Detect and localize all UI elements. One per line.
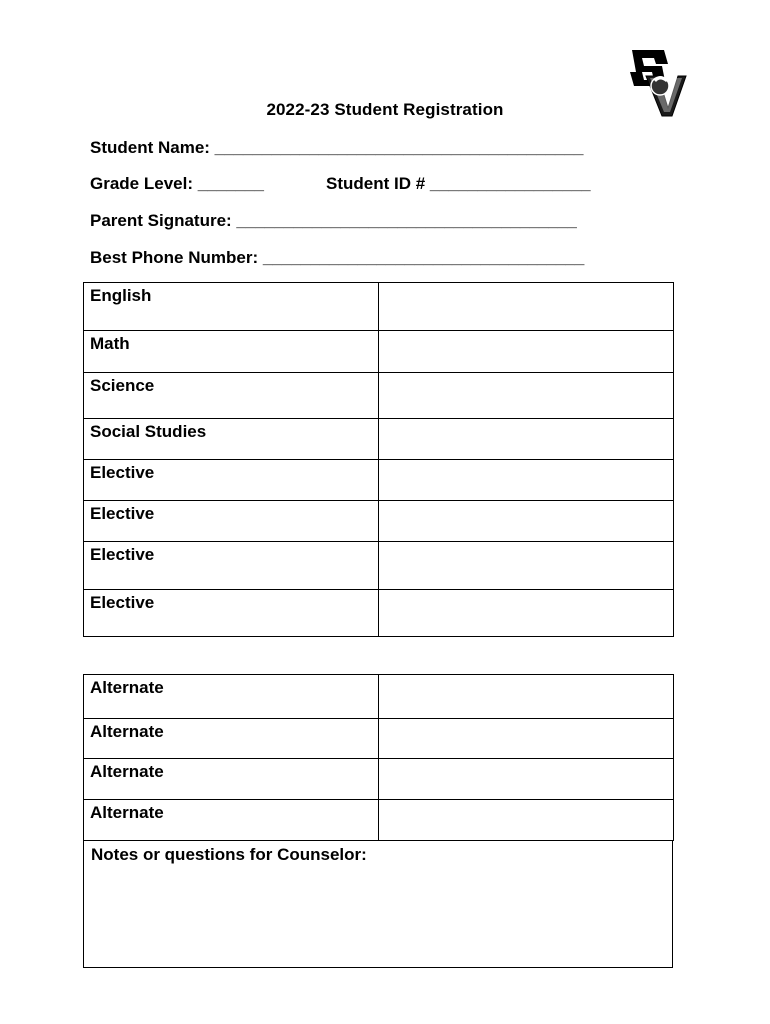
form-title: 2022-23 Student Registration (266, 100, 504, 119)
student-name-field[interactable]: Student Name: _______________________________________ (90, 138, 584, 157)
course-label: Elective (84, 460, 379, 501)
alternate-entry-cell[interactable] (379, 675, 674, 719)
course-table (83, 282, 674, 637)
course-entry-cell[interactable] (379, 373, 674, 419)
course-entry-cell[interactable] (379, 460, 674, 501)
course-label: Elective (84, 501, 379, 542)
counselor-notes-box[interactable] (83, 840, 673, 968)
student-id-field[interactable]: Student ID # _________________ (326, 174, 591, 193)
course-label: Social Studies (84, 419, 379, 460)
best-phone-field[interactable]: Best Phone Number: __________________________________ (90, 248, 585, 267)
alternate-entry-cell[interactable] (379, 800, 674, 841)
table-row (84, 419, 674, 460)
alternate-label: Alternate (84, 675, 379, 719)
alternate-entry-cell[interactable] (379, 719, 674, 759)
course-label: Elective (84, 542, 379, 590)
alternates-table (83, 674, 674, 841)
table-row (84, 719, 674, 759)
alternate-label: Alternate (84, 800, 379, 841)
alternate-entry-cell[interactable] (379, 759, 674, 800)
course-label: Science (84, 373, 379, 419)
course-entry-cell[interactable] (379, 419, 674, 460)
course-entry-cell[interactable] (379, 590, 674, 637)
table-row (84, 759, 674, 800)
table-row (84, 460, 674, 501)
grade-level-field[interactable]: Grade Level: _______ (90, 174, 264, 193)
table-row (84, 800, 674, 841)
course-label: Elective (84, 590, 379, 637)
table-row (84, 590, 674, 637)
parent-signature-field[interactable]: Parent Signature: ____________________________________ (90, 211, 577, 230)
table-row (84, 331, 674, 373)
course-label: Math (84, 331, 379, 373)
table-row (84, 283, 674, 331)
alternate-label: Alternate (84, 719, 379, 759)
course-entry-cell[interactable] (379, 501, 674, 542)
course-entry-cell[interactable] (379, 283, 674, 331)
table-row (84, 373, 674, 419)
notes-label: Notes or questions for Counselor: (91, 845, 367, 864)
table-row (84, 501, 674, 542)
alternate-label: Alternate (84, 759, 379, 800)
course-label: English (84, 283, 379, 331)
table-row (84, 675, 674, 719)
course-entry-cell[interactable] (379, 331, 674, 373)
course-entry-cell[interactable] (379, 542, 674, 590)
table-row (84, 542, 674, 590)
